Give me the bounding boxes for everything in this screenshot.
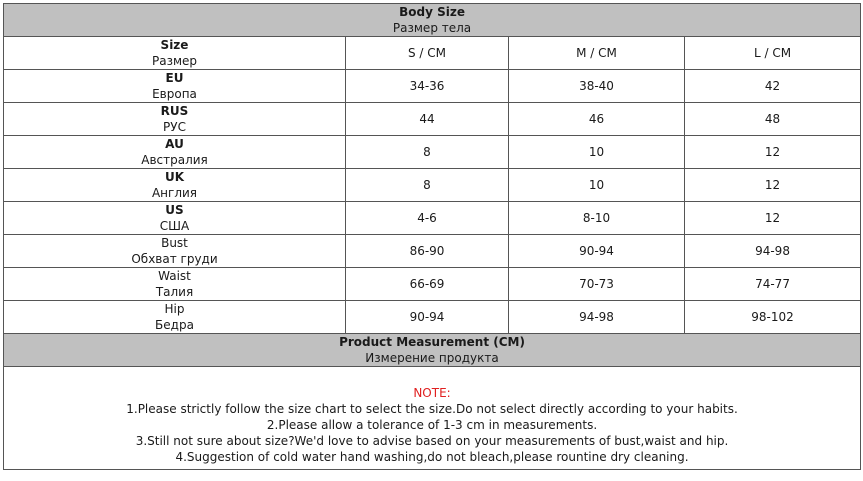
product-subtitle: Измерение продукта bbox=[365, 351, 499, 365]
row-label-en: UK bbox=[164, 170, 185, 184]
row-label-cell bbox=[4, 235, 346, 268]
table-cell: 48 bbox=[685, 103, 861, 136]
table-row bbox=[4, 268, 861, 301]
row-label-cell bbox=[4, 268, 346, 301]
table-row bbox=[4, 136, 861, 169]
row-label-en: US bbox=[165, 203, 184, 217]
table-cell: 12 bbox=[685, 136, 861, 169]
row-label-cell bbox=[4, 169, 346, 202]
table-cell: 74-77 bbox=[685, 268, 861, 301]
table-cell: 94-98 bbox=[685, 235, 861, 268]
note-cell bbox=[4, 367, 861, 470]
row-label-cell bbox=[4, 301, 346, 334]
table-cell: 94-98 bbox=[509, 301, 685, 334]
table-cell: 4-6 bbox=[346, 202, 509, 235]
table-row bbox=[4, 202, 861, 235]
size-label-en: Size bbox=[160, 38, 189, 52]
note-title: NOTE: bbox=[413, 386, 451, 400]
body-size-header bbox=[4, 4, 861, 37]
row-label-cell bbox=[4, 70, 346, 103]
table-row bbox=[4, 70, 861, 103]
row-label-en: EU bbox=[165, 71, 184, 85]
column-header-m: M / CM bbox=[509, 37, 685, 70]
table-row bbox=[4, 103, 861, 136]
note-line-2: 2.Please allow a tolerance of 1-3 cm in measurements. bbox=[266, 418, 598, 432]
row-label-cell bbox=[4, 202, 346, 235]
product-header bbox=[4, 334, 861, 367]
row-label-en: Hip bbox=[164, 302, 185, 316]
column-header-row bbox=[4, 37, 861, 70]
table-cell: 90-94 bbox=[509, 235, 685, 268]
table-cell: 10 bbox=[509, 169, 685, 202]
table-cell: 42 bbox=[685, 70, 861, 103]
note-line-3: 3.Still not sure about size?We'd love to advise based on your measurements of bust,waist and hip. bbox=[135, 434, 729, 448]
note-line-1: 1.Please strictly follow the size chart to select the size.Do not select directly according to your habits. bbox=[126, 402, 738, 416]
table-cell: 10 bbox=[509, 136, 685, 169]
table-cell: 46 bbox=[509, 103, 685, 136]
row-label-en: AU bbox=[165, 137, 184, 151]
row-label-ru: Европа bbox=[152, 87, 197, 101]
table-cell: 86-90 bbox=[346, 235, 509, 268]
product-title: Product Measurement (CM) bbox=[339, 335, 525, 349]
table-cell: 90-94 bbox=[346, 301, 509, 334]
note-line-4: 4.Suggestion of cold water hand washing,do not bleach,please rountine dry cleaning. bbox=[175, 450, 689, 464]
table-cell: 8 bbox=[346, 136, 509, 169]
table-row bbox=[4, 235, 861, 268]
column-header-l: L / CM bbox=[685, 37, 861, 70]
table-cell: 12 bbox=[685, 169, 861, 202]
table-cell: 38-40 bbox=[509, 70, 685, 103]
size-chart bbox=[3, 3, 860, 470]
table-cell: 70-73 bbox=[509, 268, 685, 301]
size-label-cell bbox=[4, 37, 346, 70]
column-header-s: S / CM bbox=[346, 37, 509, 70]
table-cell: 66-69 bbox=[346, 268, 509, 301]
size-label-ru: Размер bbox=[151, 54, 198, 68]
row-label-ru: Австралия bbox=[141, 153, 208, 167]
product-header-row bbox=[4, 334, 861, 367]
note-row bbox=[4, 367, 861, 470]
table-row bbox=[4, 301, 861, 334]
row-label-ru: США bbox=[159, 219, 190, 233]
table-cell: 8-10 bbox=[509, 202, 685, 235]
row-label-ru: РУС bbox=[163, 120, 186, 134]
size-table bbox=[3, 3, 861, 470]
row-label-en: Bust bbox=[161, 236, 188, 250]
table-cell: 12 bbox=[685, 202, 861, 235]
row-label-ru: Бедра bbox=[155, 318, 194, 332]
row-label-ru: Обхват груди bbox=[131, 252, 218, 266]
table-cell: 44 bbox=[346, 103, 509, 136]
row-label-en: Waist bbox=[158, 269, 191, 283]
row-label-en: RUS bbox=[160, 104, 189, 118]
body-size-subtitle: Размер тела bbox=[392, 21, 472, 35]
row-label-cell bbox=[4, 103, 346, 136]
row-label-cell bbox=[4, 136, 346, 169]
table-row bbox=[4, 169, 861, 202]
body-size-header-row bbox=[4, 4, 861, 37]
size-rows bbox=[4, 70, 861, 334]
table-cell: 34-36 bbox=[346, 70, 509, 103]
body-size-title: Body Size bbox=[399, 5, 465, 19]
table-cell: 8 bbox=[346, 169, 509, 202]
row-label-ru: Англия bbox=[151, 186, 198, 200]
row-label-ru: Талия bbox=[155, 285, 194, 299]
table-cell: 98-102 bbox=[685, 301, 861, 334]
